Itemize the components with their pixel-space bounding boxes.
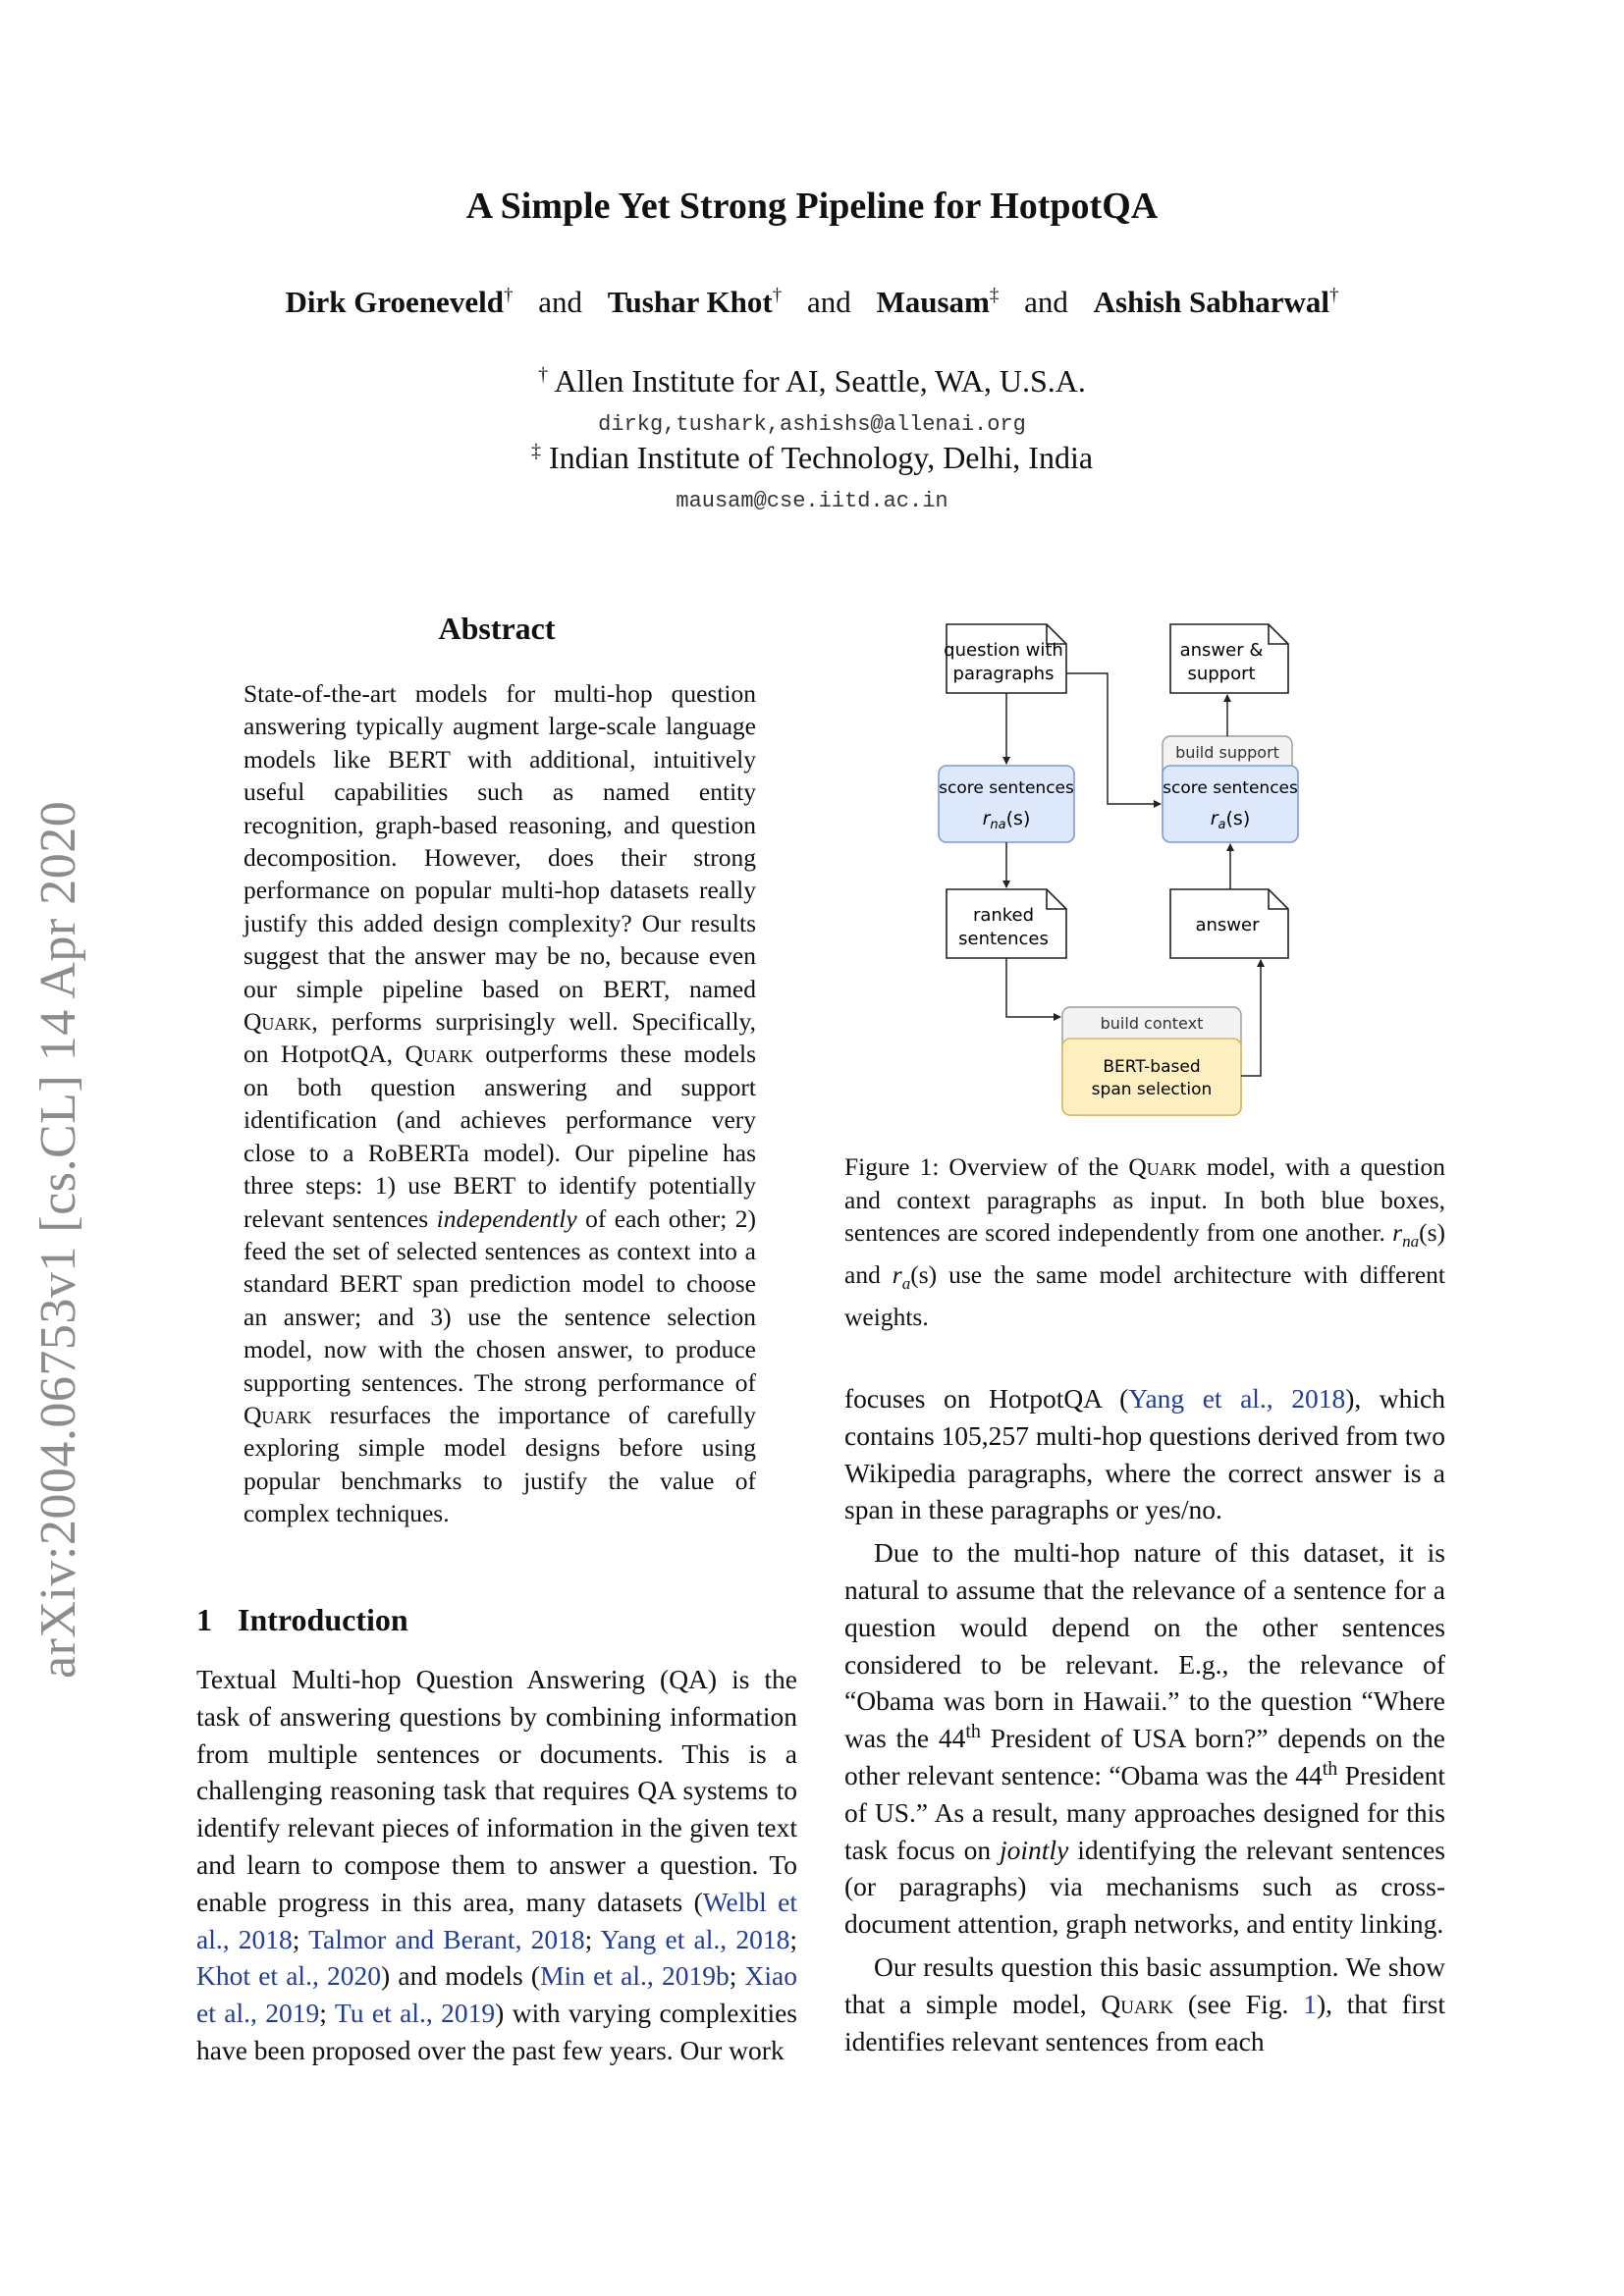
author-mark: † xyxy=(772,285,783,306)
citation-link[interactable]: Khot et al., 2020 xyxy=(196,1960,382,1992)
formula-r-na: $r_{na}(s)$ xyxy=(982,808,1031,832)
citation-link[interactable]: Tu et al., 2019 xyxy=(334,1998,496,2029)
author-separator: and xyxy=(1024,285,1068,319)
ranked-sentences-label: ranked xyxy=(972,905,1035,926)
bert-span-label: span selection xyxy=(1091,1080,1213,1099)
model-name: Quark xyxy=(405,1040,473,1069)
paragraph: focuses on HotpotQA (Yang et al., 2018), which contains 105,257 multi-hop questions derived from two Wikipedia paragraphs, where the correct answer is a span in these paragraphs or yes/no. xyxy=(844,1383,1445,1525)
build-context-label: build context xyxy=(1100,1014,1204,1033)
score-sentences-na-node xyxy=(939,766,1074,842)
author-separator: and xyxy=(538,285,582,319)
citation-link[interactable]: Yang et al., 2018 xyxy=(1128,1383,1346,1414)
affiliation-email: dirkg,tushark,ashishs@allenai.org xyxy=(598,412,1026,437)
build-support-label: build support xyxy=(1175,743,1279,762)
model-name: Quark xyxy=(244,1400,312,1429)
affiliation xyxy=(0,363,1624,400)
author-name: Ashish Sabharwal xyxy=(1093,285,1329,319)
affiliation-name: Indian Institute of Technology, Delhi, India xyxy=(548,440,1094,475)
arrow-question-to-score-a xyxy=(1066,673,1161,804)
bert-span-label: BERT-based xyxy=(1103,1057,1201,1077)
pipeline-diagram xyxy=(931,614,1353,1125)
author-mark: † xyxy=(1328,285,1339,306)
author-mark: † xyxy=(503,285,514,306)
figure-ref-link[interactable]: 1 xyxy=(1303,1988,1317,2019)
answer-support-label: answer & xyxy=(1179,640,1264,661)
formula-r-a: $r_a(s)$ xyxy=(892,1259,938,1293)
section-title: Introduction xyxy=(238,1602,408,1637)
citation-link[interactable]: Xiao et al., 2019 xyxy=(196,1960,798,2029)
figure-pipeline-diagram xyxy=(931,614,1353,1125)
affiliation-email: mausam@cse.iitd.ac.in xyxy=(676,489,948,513)
author-name: Dirk Groeneveld xyxy=(285,285,504,319)
figure-caption: Figure 1: Overview of the Quark model, with a question and context paragraphs as input. In both blue boxes, sentences are scored independently from one another. $r_{na}(s)$ and $r_a(s)$ use the same model architecture with different weights. xyxy=(844,1152,1446,1331)
score-sentences-label: score sentences xyxy=(939,778,1074,798)
arrow-ranked-to-bert xyxy=(1006,958,1060,1017)
answer-support-label: support xyxy=(1187,664,1256,684)
citation-link[interactable]: Yang et al., 2018 xyxy=(600,1923,790,1954)
question-node-label: paragraphs xyxy=(952,664,1055,684)
section-heading xyxy=(196,1602,408,1638)
affiliation-mark: † xyxy=(538,363,549,386)
section-number: 1 xyxy=(196,1602,212,1637)
intro-body: Textual Multi-hop Question Answering (QA) is the task of answering questions by combining information from multiple sentences or documents. This is a challenging reasoning task that requires QA systems to identify relevant pieces of information in the given text and learn to compose them to answer a question. To enable progress in this area, many datasets (Welbl et al., 2018; Talmor and Berant, 2018; Yang et al., 2018; Khot et al., 2020) and models (Min et al., 2019b; Xiao et al., 2019; Tu et al., 2019) with varying complexities have been proposed over the past few years. Our work xyxy=(196,1664,798,2065)
abstract-body: State-of-the-art models for multi-hop question answering typically augment large-scale language models like BERT with additional, intuitively useful capabilities such as named entity recognition, graph-based reasoning, and question decomposition. However, does their strong performance on popular multi-hop datasets really justify this added design complexity? Our results suggest that the answer may be no, because even our simple pipeline based on BERT, named Quark, performs surprisingly well. Specifically, on HotpotQA, Quark outperforms these models on both question answering and support identification (and achieves performance very close to a RoBERTa model). Our pipeline has three steps: 1) use BERT to identify potentially relevant sentences independently of each other; 2) feed the set of selected sentences as context into a standard BERT span prediction model to choose an answer; and 3) use the sentence selection model, now with the chosen answer, to produce supporting sentences. The strong performance of Quark resurfaces the importance of carefully exploring simple model designs before using popular benchmarks to justify the value of complex techniques. xyxy=(244,679,757,1528)
author-mark: ‡ xyxy=(989,285,1000,306)
arxiv-identifier: arXiv:2004.06753v1 [cs.CL] 14 Apr 2020 xyxy=(30,800,86,1679)
paragraph: Due to the multi-hop nature of this dataset, it is natural to assume that the relevance of a sentence for a question would depend on the other sentences considered to be relevant. E.g., the relevance of “Obama was born in Hawaii.” to the question “Where was the 44th President of USA born?” depends on the other relevant sentence: “Obama was the 44th President of US.” As a result, many approaches designed for this task focus on jointly identifying the relevant sentences (or paragraphs) via mechanisms such as cross-document attention, graph networks, and entity linking. xyxy=(844,1537,1446,1940)
author-name: Mausam xyxy=(876,285,990,319)
bert-span-node xyxy=(1062,1039,1241,1115)
citation-link[interactable]: Min et al., 2019b xyxy=(540,1960,730,1992)
paragraph: Our results question this basic assumption. We show that a simple model, Quark (see Fig. 1), that first identifies relevant sentences from each xyxy=(844,1950,1446,2056)
citation-link[interactable]: Talmor and Berant, 2018 xyxy=(308,1923,585,1954)
author-name: Tushar Khot xyxy=(607,285,773,319)
formula-r-a: $r_a(s)$ xyxy=(1210,808,1251,832)
ranked-sentences-label: sentences xyxy=(958,929,1049,949)
model-name: Quark xyxy=(244,1007,312,1037)
question-node-label: question with xyxy=(944,640,1063,661)
score-sentences-label: score sentences xyxy=(1163,778,1298,798)
author-list xyxy=(0,285,1624,320)
model-name: Quark xyxy=(1101,1988,1174,2019)
formula-r-na: $r_{na}(s)$ xyxy=(1392,1218,1445,1252)
affiliation-mark: ‡ xyxy=(530,440,541,462)
paper-title: A Simple Yet Strong Pipeline for HotpotQA xyxy=(465,186,1159,227)
score-sentences-a-node xyxy=(1163,766,1298,842)
citation-link[interactable]: Welbl et al., 2018 xyxy=(196,1886,797,1954)
right-column-body xyxy=(844,1380,1445,2065)
affiliation xyxy=(0,440,1624,476)
answer-label: answer xyxy=(1195,915,1260,935)
affiliation-name: Allen Institute for AI, Seattle, WA, U.S.A. xyxy=(554,363,1086,399)
arrow-bert-to-answer xyxy=(1241,960,1261,1076)
abstract-heading: Abstract xyxy=(438,611,556,646)
author-separator: and xyxy=(806,285,851,319)
model-name: Quark xyxy=(1128,1152,1197,1181)
